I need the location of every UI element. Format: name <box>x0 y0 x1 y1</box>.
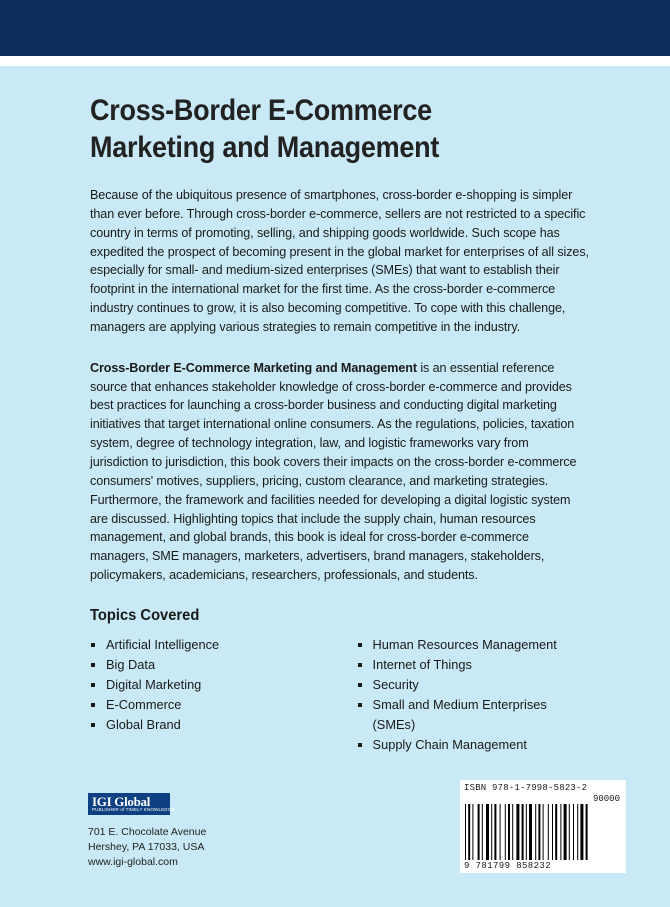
description-paragraph-1: Because of the ubiquitous presence of smartphones, cross-border e-shopping is simpler than ever before. Through cross-border e-commerce, sellers are not restricted to a specific country in terms of promoting, selling, and shipping goods worldwide. Such scope has expedited the prospect of becoming present in the global market for enterprises of all sizes, especially for small- and medium-sized enterprises (SMEs) that want to establish their footprint in the international market for the first time. As the cross-border e-commerce industry continues to grow, it is also becoming competitive. To cope with this challenge, managers are applying various strategies to remain competitive in the industry. <box>90 188 589 334</box>
book-title <box>90 92 594 166</box>
topic-item: Global Brand <box>90 715 357 735</box>
topics-column-left <box>90 635 357 755</box>
topics-column-right <box>357 635 590 755</box>
topic-item: Supply Chain Management <box>357 735 590 755</box>
topic-item: Big Data <box>90 655 357 675</box>
publisher-website: www.igi-global.com <box>88 856 178 868</box>
igi-global-logo <box>88 793 175 815</box>
top-white-strip <box>0 56 670 66</box>
topic-item: Human Resources Management <box>357 635 590 655</box>
topics-heading: Topics Covered <box>90 606 200 624</box>
logo-text: IGI Global <box>92 794 151 809</box>
back-cover-content <box>90 92 590 755</box>
barcode-digits: 9 781799 858232 <box>464 861 552 871</box>
topic-item: Internet of Things <box>357 655 590 675</box>
topic-item: Artificial Intelligence <box>90 635 357 655</box>
topic-item: Digital Marketing <box>90 675 357 695</box>
publisher-block <box>88 793 206 870</box>
price-code: 90000 <box>592 794 620 804</box>
topic-item: Security <box>357 675 590 695</box>
topic-item: E-Commerce <box>90 695 357 715</box>
book-title-inline: Cross-Border E-Commerce Marketing and Management <box>90 360 417 375</box>
isbn-text: ISBN 978-1-7998-5823-2 <box>464 783 588 793</box>
description-paragraph-2-text: is an essential reference source that enhances stakeholder knowledge of cross-border e-commerce and provides best practices for launching a cross-border business and conducting digital marketing initiatives that target international online consumers. As the regulations, policies, taxation system, degree of technology integration, law, and logistic frameworks vary from jurisdiction to jurisdiction, this book covers their impacts on the cross-border e-commerce consumers' motives, suppliers, pricing, custom clearance, and marketing strategies. Furthermore, the framework and facilities needed for developing a digital logistic system are discussed. Highlighting topics that include the supply chain, human resources management, and global brands, this book is ideal for cross-border e-commerce managers, SME managers, marketers, advertisers, brand managers, stakeholders, policymakers, academicians, researchers, professionals, and students. <box>90 360 577 583</box>
book-title-line-1: Cross-Border E-Commerce <box>90 94 432 127</box>
address-city: Hershey, PA 17033, USA <box>88 841 205 853</box>
address-street: 701 E. Chocolate Avenue <box>88 826 207 838</box>
topic-item: Small and Medium Enterprises (SMEs) <box>357 695 590 735</box>
publisher-address <box>88 825 206 870</box>
description-paragraph-2 <box>90 359 590 585</box>
isbn-barcode <box>460 780 626 873</box>
barcode-bars-icon <box>463 804 623 860</box>
topics-list <box>90 635 590 755</box>
logo-tagline: PUBLISHER of TIMELY KNOWLEDGE <box>92 807 175 812</box>
top-color-band <box>0 0 670 56</box>
book-title-line-2: Marketing and Management <box>90 131 440 164</box>
